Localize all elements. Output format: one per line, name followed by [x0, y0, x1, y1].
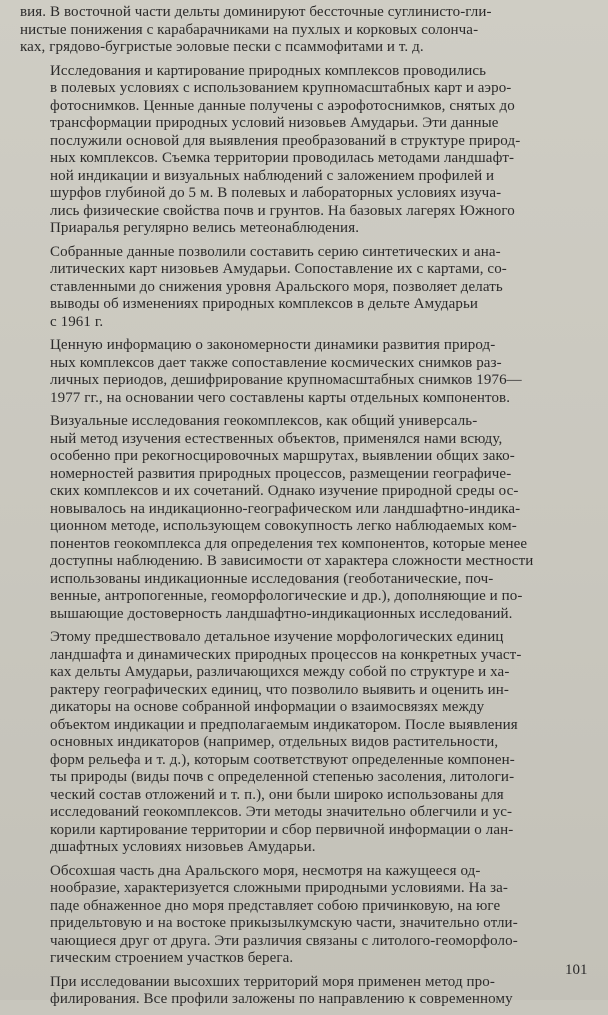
page-number: 101: [565, 962, 588, 978]
text-line: объектом индикации и предполагаемым индикатором. После выявления: [50, 716, 518, 733]
text-line: вия. В восточной части дельты доминируют бессточные суглинисто-гли-: [20, 4, 492, 20]
text-line: понентов геокомплекса для определения тех компонентов, которые менее: [50, 535, 528, 552]
paragraph: [20, 244, 590, 332]
text-line: в полевых условиях с использованием крупномасштабных карт и аэро-: [50, 80, 512, 96]
text-line: филирования. Все профили заложены по направлению к современному: [50, 991, 513, 1007]
text-line: послужили основой для выявления преобразований в структуре природ-: [50, 132, 521, 149]
text-line: ках дельты Амударьи, различающихся между собой по структуре и ха-: [50, 664, 510, 680]
text-line: ной индикации и визуальных наблюдений с заложением профилей и: [50, 167, 495, 184]
text-line: Исследования и картирование природных комплексов проводились: [50, 62, 487, 79]
paragraph: [20, 974, 590, 1009]
paragraph: [20, 629, 590, 857]
text-line: рактеру географических единиц, что позволило выявить и оценить ин-: [50, 681, 509, 698]
text-line: Обсохшая часть дна Аральского моря, несмотря на кажущееся од-: [50, 862, 481, 879]
text-line: Собранные данные позволили составить серию синтетических и ана-: [50, 243, 501, 260]
text-line: вышающие достоверность ландшафтно-индикационных исследований.: [50, 605, 513, 622]
paragraph: [20, 63, 590, 238]
text-line: Визуальные исследования геокомплексов, как общий универсаль-: [50, 413, 478, 429]
text-line: ционном методе, использующем совокупность легко наблюдаемых ком-: [50, 518, 517, 534]
paragraph: [20, 4, 590, 57]
text-line: ландшафта и динамических природных процессов на конкретных участ-: [50, 646, 522, 663]
text-line: особенно при рекогносцировочных маршрутах, выявлении общих зако-: [50, 448, 515, 464]
paragraph: [20, 413, 590, 623]
text-line: новывалось на индикационно-географическом или ландшафтно-индика-: [50, 500, 521, 517]
text-line: дикаторы на основе собранной информации о взаимосвязях между: [50, 699, 485, 715]
text-line: придельтовую и на востоке прикызылкумскую части, значительно отли-: [50, 915, 518, 931]
text-line: нистые понижения с карабарачниками на пухлых и корковых солонча-: [20, 21, 479, 38]
text-line: гическим строением участков берега.: [50, 950, 294, 966]
text-line: ках, грядово-бугристые эоловые пески с псаммофитами и т. д.: [20, 39, 424, 55]
text-line: ставленными до снижения уровня Аральского моря, позволяет делать: [50, 278, 503, 295]
text-line: фотоснимков. Ценные данные получены с аэрофотоснимков, снятых до: [50, 97, 515, 114]
text-line: нообразие, характеризуется сложными природными условиями. На за-: [50, 880, 509, 896]
paragraph: [20, 863, 590, 968]
text-line: дшафтных условиях низовьев Амударьи.: [50, 839, 316, 855]
text-line: личных периодов, дешифрирование крупномасштабных снимков 1976—: [50, 372, 522, 388]
text-line: корили картирование территории и сбор первичной информации о лан-: [50, 821, 514, 838]
paragraph: [20, 337, 590, 407]
text-line: номерностей развития природных процессов, размещении географиче-: [50, 465, 512, 482]
text-line: основных индикаторов (например, отдельных видов растительности,: [50, 734, 499, 750]
text-line: ных комплексов дает также сопоставление космических снимков раз-: [50, 354, 502, 371]
text-line: ты природы (виды почв с определенной степенью засоления, литологи-: [50, 769, 515, 785]
text-line: ный метод изучения естественных объектов, применялся нами всюду,: [50, 430, 503, 447]
text-line: венные, антропогенные, геоморфологические и др.), дополняющие и по-: [50, 588, 523, 604]
text-line: исследований геокомплексов. Эти методы значительно облегчили и ус-: [50, 804, 513, 820]
body-text: [20, 4, 590, 1015]
text-line: литических карт низовьев Амударьи. Сопоставление их с картами, со-: [50, 261, 507, 277]
text-line: 1977 гг., на основании чего составлены карты отдельных компонентов.: [50, 389, 511, 406]
text-line: ческий состав отложений и т. п.), они были широко использованы для: [50, 786, 504, 803]
text-line: трансформации природных условий низовьев Амударьи. Эти данные: [50, 115, 499, 131]
text-line: лись физические свойства почв и грунтов. На базовых лагерях Южного: [50, 202, 515, 219]
text-line: Этому предшествовало детальное изучение морфологических единиц: [50, 629, 504, 645]
text-line: ных комплексов. Съемка территории проводилась методами ландшафт-: [50, 150, 515, 166]
text-line: Ценную информацию о закономерности динамики развития природ-: [50, 337, 496, 353]
text-line: использованы индикационные исследования (геоботанические, поч-: [50, 570, 494, 587]
text-line: Приаралья регулярно велись метеонаблюдения.: [50, 220, 360, 236]
text-line: выводы об изменениях природных комплексов в дельте Амударьи: [50, 296, 479, 312]
text-line: с 1961 г.: [50, 313, 104, 330]
text-line: чающиеся друг от друга. Эти различия связаны с литолого-геоморфоло-: [50, 932, 518, 949]
text-line: При исследовании высохших территорий моря применен метод про-: [50, 973, 495, 990]
text-line: форм рельефа и т. д.), которым соответствуют определенные компонен-: [50, 751, 515, 768]
text-line: паде обнаженное дно моря представляет собою причинковую, на юге: [50, 897, 501, 914]
text-line: ских комплексов и их сочетаний. Однако изучение природной среды ос-: [50, 483, 519, 499]
text-line: шурфов глубиной до 5 м. В полевых и лабораторных условиях изуча-: [50, 185, 502, 201]
text-line: доступны наблюдению. В зависимости от характера сложности местности: [50, 553, 534, 569]
